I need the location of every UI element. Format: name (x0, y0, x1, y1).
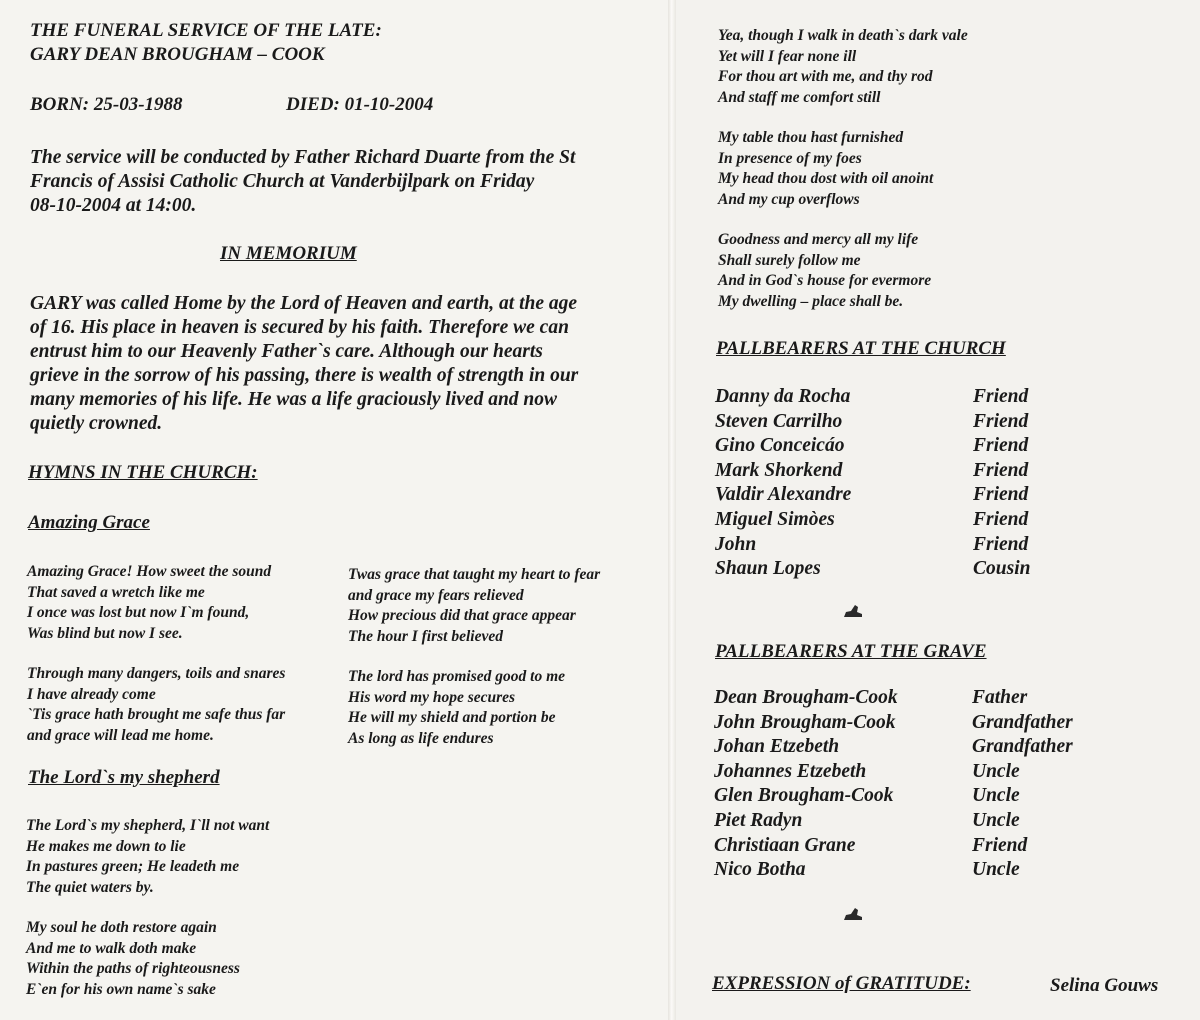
table-row (715, 533, 1030, 558)
amazing-grace-column-2 (348, 565, 600, 769)
stanza (27, 562, 285, 644)
verse-line: Amazing Grace! How sweet the sound (27, 563, 272, 580)
verse-line: `Tis grace hath brought me safe thus far (27, 706, 286, 723)
pallbearer-name: Steven Carrilho (715, 410, 843, 432)
table-row (715, 483, 1030, 508)
pallbearer-name: Johannes Etzebeth (714, 760, 867, 782)
verse-line: And in God`s house for evermore (718, 272, 932, 289)
pallbearer-name: Valdir Alexandre (715, 484, 852, 506)
verse-line: He will my shield and portion be (348, 709, 556, 726)
stanza (348, 565, 600, 647)
service-line: 08-10-2004 at 14:00. (30, 195, 197, 216)
verse-line: His word my hope secures (348, 688, 516, 706)
memorium-paragraph (30, 292, 578, 436)
pallbearer-relation: Friend (973, 508, 1029, 530)
table-row (714, 834, 1073, 859)
pallbearer-name: Glen Brougham-Cook (714, 785, 894, 807)
pallbearer-relation: Father (972, 687, 1028, 708)
verse-line: For thou art with me, and thy rod (718, 68, 933, 85)
memorium-heading: IN MEMORIUM (220, 243, 357, 264)
stanza (27, 664, 285, 746)
verse-line: Through many dangers, toils and snares (27, 665, 286, 682)
shepherd-continued (718, 26, 968, 332)
pallbearer-name: Gino Conceicáo (715, 435, 845, 457)
pallbearer-relation: Friend (973, 459, 1029, 481)
stanza (718, 230, 968, 312)
verse-line: And me to walk doth make (26, 939, 197, 957)
verse-line: The Lord`s my shepherd, I`ll not want (26, 817, 270, 834)
verse-line: Twas grace that taught my heart to fear (348, 566, 601, 583)
verse-line: The hour I first believed (348, 627, 503, 645)
memorium-line: many memories of his life. He was a life graciously lived and now (30, 389, 558, 410)
memorium-line: of 16. His place in heaven is secured by his faith. Therefore we can (30, 317, 569, 338)
shoe-icon (842, 603, 864, 619)
pallbearer-relation: Friend (973, 484, 1029, 506)
pallbearer-relation: Grandfather (972, 736, 1073, 758)
verse-line: He makes me down to lie (26, 837, 186, 855)
shoe-icon (842, 906, 864, 922)
verse-line: My table thou hast furnished (718, 129, 904, 146)
table-row (715, 410, 1030, 435)
hymns-heading: HYMNS IN THE CHURCH: (28, 462, 258, 483)
verse-line: Shall surely follow me (718, 251, 861, 269)
verse-line: Yet will I fear none ill (718, 47, 857, 65)
memorium-line: grieve in the sorrow of his passing, there is wealth of strength in our (30, 365, 579, 386)
pallbearers-grave-heading: PALLBEARERS AT THE GRAVE (715, 641, 987, 662)
verse-line: How precious did that grace appear (348, 607, 576, 624)
table-row (715, 557, 1030, 582)
hymn-title-shepherd: The Lord`s my shepherd (28, 767, 220, 788)
table-row (714, 711, 1073, 736)
right-page (676, 0, 1200, 1020)
stanza (718, 26, 968, 108)
table-row (714, 809, 1073, 834)
pallbearer-name: Christiaan Grane (714, 834, 856, 856)
verse-line: I have already come (27, 685, 156, 703)
service-line: The service will be conducted by Father Richard Duarte from the St (30, 147, 576, 168)
table-row (714, 784, 1073, 809)
verse-line: and grace my fears relieved (348, 586, 524, 604)
verse-line: And my cup overflows (718, 190, 860, 208)
gratitude-heading: EXPRESSION of GRATITUDE: (712, 973, 971, 994)
pallbearer-name: Piet Radyn (714, 809, 803, 831)
pallbearer-relation: Uncle (972, 859, 1020, 881)
verse-line: In presence of my foes (718, 149, 862, 167)
shepherd-stanzas (26, 816, 269, 1020)
verse-line: In pastures green; He leadeth me (26, 858, 240, 875)
table-row (715, 385, 1030, 410)
verse-line: E`en for his own name`s sake (26, 980, 216, 998)
verse-line: My dwelling – place shall be. (718, 292, 904, 310)
table-row (715, 508, 1030, 533)
table-row (714, 686, 1073, 711)
page-fold (668, 0, 676, 1020)
pallbearer-name: Johan Etzebeth (714, 736, 840, 758)
pallbearer-relation: Uncle (972, 760, 1020, 782)
table-row (715, 434, 1030, 459)
verse-line: and grace will lead me home. (27, 726, 214, 744)
verse-line: Within the paths of righteousness (26, 960, 240, 977)
gratitude-name: Selina Gouws (1050, 975, 1159, 996)
stanza (26, 918, 269, 1000)
pallbearers-grave-list (714, 686, 1073, 883)
memorium-line: GARY was called Home by the Lord of Heaven and earth, at the age (30, 293, 578, 314)
pallbearer-relation: Friend (973, 435, 1029, 457)
verse-line: Was blind but now I see. (27, 624, 183, 642)
pallbearer-name: Dean Brougham-Cook (714, 687, 898, 708)
pallbearer-relation: Friend (973, 386, 1029, 407)
pallbearer-name: Nico Botha (714, 859, 806, 881)
title-line-1: THE FUNERAL SERVICE OF THE LATE: (30, 20, 382, 41)
verse-line: That saved a wretch like me (27, 583, 205, 601)
service-paragraph (30, 146, 575, 218)
table-row (715, 459, 1030, 484)
stanza (348, 667, 600, 749)
pallbearer-relation: Friend (973, 410, 1029, 432)
service-line: Francis of Assisi Catholic Church at Vanderbijlpark on Friday (30, 171, 535, 192)
verse-line: And staff me comfort still (718, 88, 881, 106)
pallbearer-relation: Friend (972, 834, 1028, 856)
pallbearer-name: John (715, 533, 757, 555)
amazing-grace-column-1 (27, 562, 285, 766)
title-line-2: GARY DEAN BROUGHAM – COOK (30, 44, 325, 65)
pallbearers-church-list (715, 385, 1030, 582)
pallbearer-name: Miguel Simòes (715, 508, 835, 530)
pallbearer-relation: Uncle (972, 809, 1020, 831)
verse-line: The quiet waters by. (26, 878, 154, 896)
pallbearer-name: Mark Shorkend (715, 459, 843, 481)
pallbearer-name: Danny da Rocha (715, 386, 851, 407)
pallbearer-relation: Grandfather (972, 711, 1073, 733)
pallbearer-relation: Cousin (973, 558, 1031, 580)
verse-line: I once was lost but now I`m found, (27, 604, 250, 621)
verse-line: My soul he doth restore again (26, 919, 217, 936)
table-row (714, 760, 1073, 785)
stanza (718, 128, 968, 210)
died-date: DIED: 01-10-2004 (286, 94, 434, 115)
verse-line: The lord has promised good to me (348, 668, 566, 685)
table-row (714, 858, 1073, 883)
pallbearers-church-heading: PALLBEARERS AT THE CHURCH (716, 338, 1006, 359)
verse-line: My head thou dost with oil anoint (718, 170, 934, 187)
stanza (26, 816, 269, 898)
pallbearer-relation: Uncle (972, 785, 1020, 807)
verse-line: Goodness and mercy all my life (718, 231, 919, 248)
pallbearer-name: Shaun Lopes (715, 558, 821, 580)
pallbearer-name: John Brougham-Cook (714, 711, 896, 733)
pallbearer-relation: Friend (973, 533, 1029, 555)
table-row (714, 735, 1073, 760)
memorium-line: entrust him to our Heavenly Father`s care. Although our hearts (30, 341, 543, 362)
memorium-line: quietly crowned. (30, 413, 163, 434)
born-date: BORN: 25-03-1988 (30, 94, 183, 115)
hymn-title-amazing-grace: Amazing Grace (28, 512, 150, 533)
verse-line: Yea, though I walk in death`s dark vale (718, 27, 968, 44)
verse-line: As long as life endures (348, 729, 494, 747)
